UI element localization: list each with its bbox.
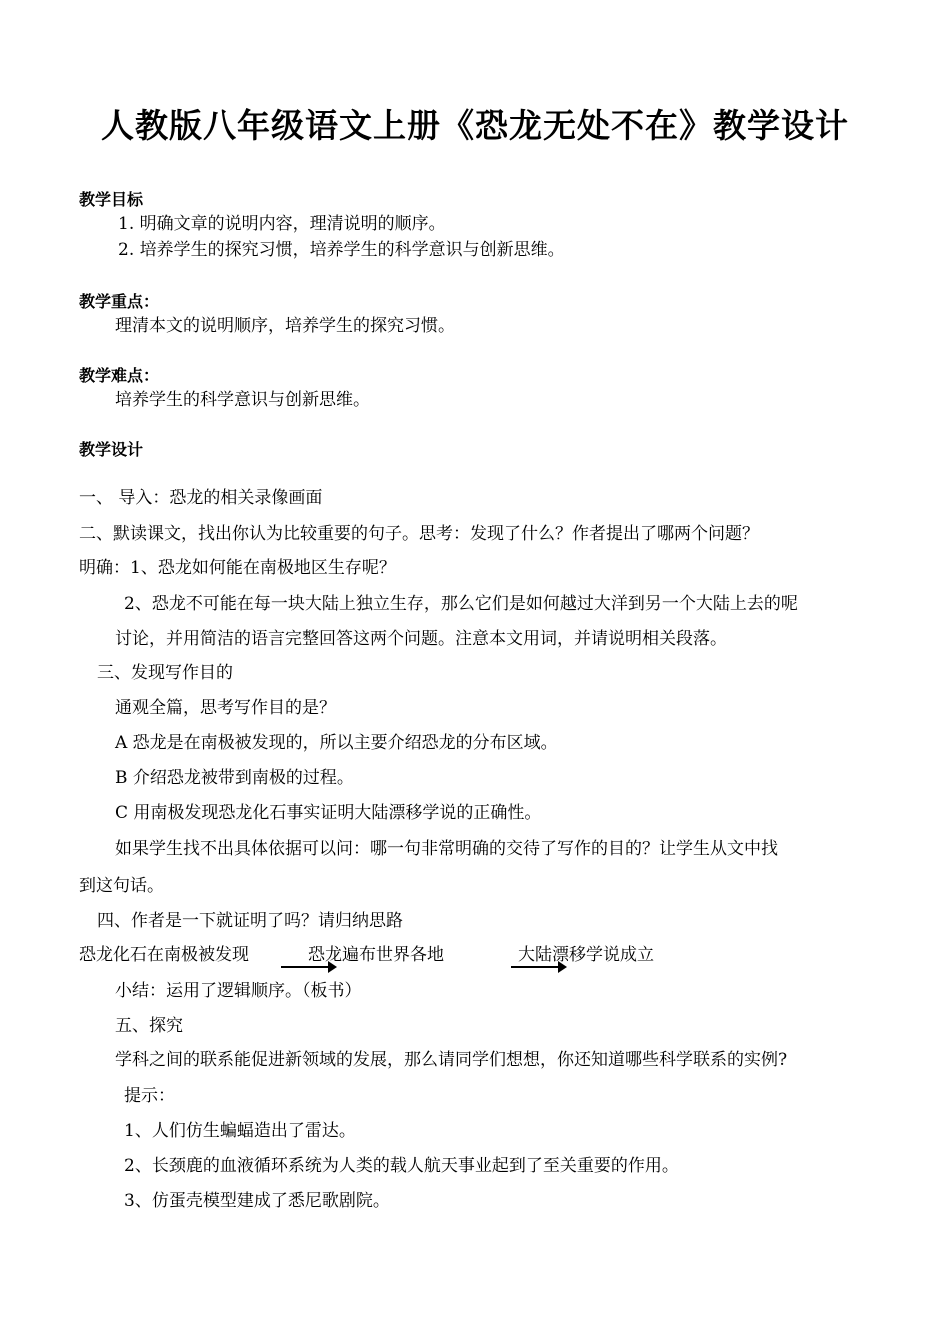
design-line: 3、仿蛋壳模型建成了悉尼歌剧院。 <box>124 1191 390 1211</box>
design-line: 四、作者是一下就证明了吗？请归纳思路 <box>97 911 403 931</box>
document-title: 人教版八年级语文上册《恐龙无处不在》教学设计 <box>101 106 849 145</box>
design-line: A 恐龙是在南极被发现的，所以主要介绍恐龙的分布区域。 <box>115 733 558 753</box>
design-line: 明确：1、恐龙如何能在南极地区生存呢？ <box>79 558 396 578</box>
design-line: 提示： <box>124 1086 175 1106</box>
flow-step: 恐龙遍布世界各地 <box>308 945 444 965</box>
goal-item: 2. 培养学生的探究习惯，培养学生的科学意识与创新思维。 <box>118 240 565 260</box>
design-line: 五、探究 <box>115 1016 183 1036</box>
design-line: 2、恐龙不可能在每一块大陆上独立生存，那么它们是如何越过大洋到另一个大陆上去的呢 <box>124 594 798 614</box>
key-points-text: 理清本文的说明顺序，培养学生的探究习惯。 <box>115 316 455 336</box>
difficulties-text: 培养学生的科学意识与创新思维。 <box>115 390 370 410</box>
design-line: 学科之间的联系能促进新领域的发展，那么请同学们想想，你还知道哪些科学联系的实例? <box>115 1050 788 1070</box>
design-line: 二、默读课文，找出你认为比较重要的句子。思考：发现了什么？作者提出了哪两个问题？ <box>79 524 759 544</box>
goal-item: 1. 明确文章的说明内容，理清说明的顺序。 <box>118 214 446 234</box>
design-line: 三、发现写作目的 <box>97 663 233 683</box>
design-line: B 介绍恐龙被带到南极的过程。 <box>115 768 354 788</box>
design-line: 通观全篇，思考写作目的是？ <box>115 698 336 718</box>
design-line: 如果学生找不出具体依据可以问：哪一句非常明确的交待了写作的目的？让学生从文中找 <box>115 839 778 859</box>
difficulties-heading: 教学难点： <box>79 366 160 385</box>
design-line: 1、人们仿生蝙蝠造出了雷达。 <box>124 1121 356 1141</box>
design-line: 2、长颈鹿的血液循环系统为人类的载人航天事业起到了至关重要的作用。 <box>124 1156 679 1176</box>
design-line: C 用南极发现恐龙化石事实证明大陆漂移学说的正确性。 <box>115 803 542 823</box>
flow-step: 恐龙化石在南极被发现 <box>79 945 249 965</box>
design-heading: 教学设计 <box>79 440 144 459</box>
design-line: 一、 导入：恐龙的相关录像画面 <box>79 488 323 508</box>
design-line: 到这句话。 <box>79 876 164 896</box>
goals-heading: 教学目标 <box>79 190 144 209</box>
flow-step: 大陆漂移学说成立 <box>518 945 654 965</box>
design-line: 讨论，并用简洁的语言完整回答这两个问题。注意本文用词，并请说明相关段落。 <box>115 629 727 649</box>
design-line: 小结：运用了逻辑顺序。（板书） <box>115 981 362 1001</box>
key-points-heading: 教学重点： <box>79 292 160 311</box>
